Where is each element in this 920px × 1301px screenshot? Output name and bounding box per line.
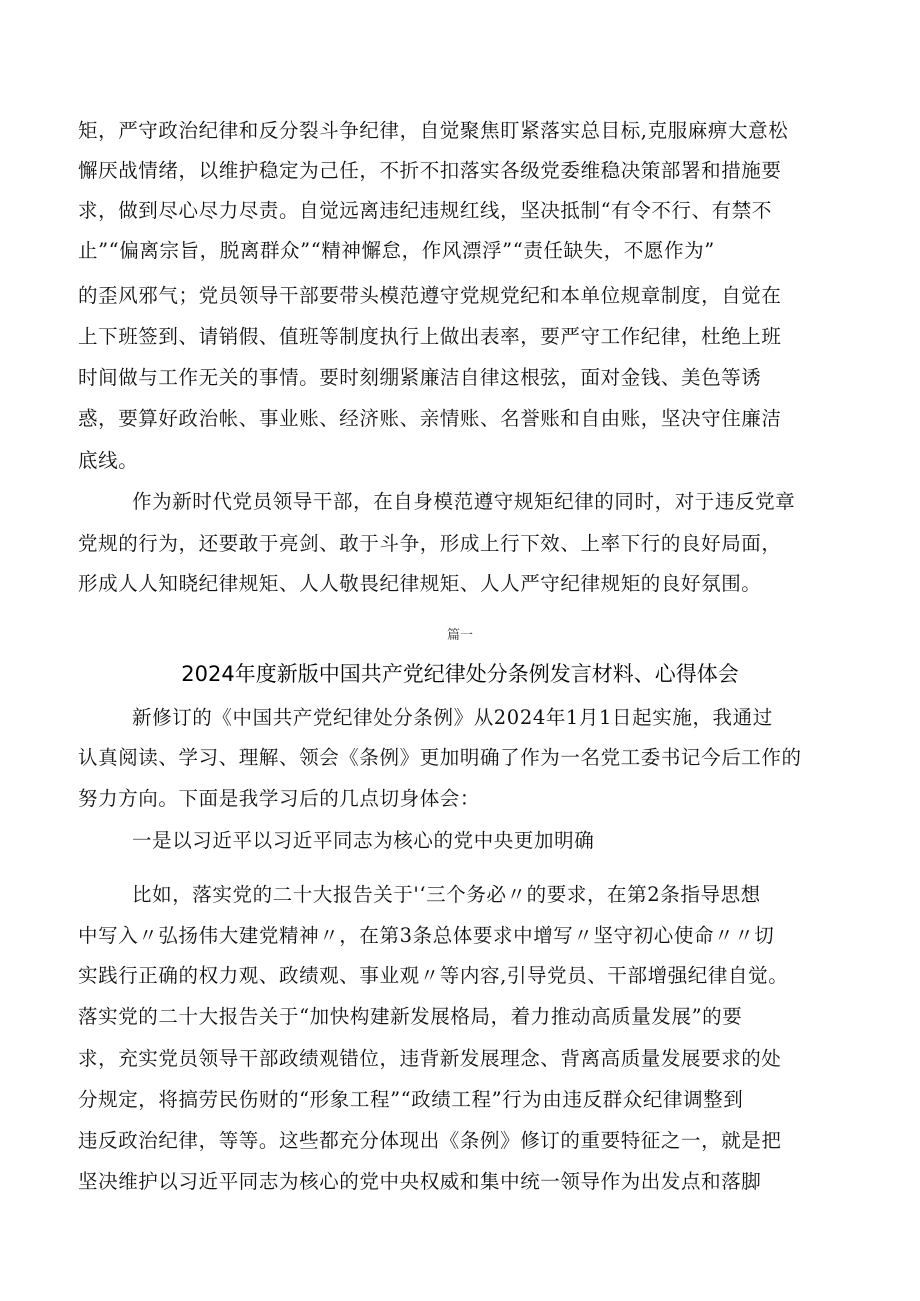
text-line: 止”“偏离宗旨，脱离群众”“精神懈怠，作风漂浮”“责任缺失，不愿作为” — [78, 239, 715, 262]
text-line: 作为新时代党员领导干部，在自身模范遵守规矩纪律的同时，对于违反党章 — [132, 490, 796, 513]
text-line: 中写入〃弘扬伟大建党精神〃，在第3条总体要求中增写〃坚守初心使命〃〃切 — [78, 924, 775, 947]
text-line: 求，做到尽心尽力尽责。自觉远离违纪违规红线，坚决抵制“有令不行、有禁不 — [78, 199, 772, 222]
text-line: 落实党的二十大报告关于“加快构建新发展格局，着力推动高质量发展”的要 — [78, 1005, 743, 1028]
page-title: 2024年度新版中国共产党纪律处分条例发言材料、心得体会 — [181, 662, 739, 686]
text-line: 违反政治纪律，等等。这些都充分体现出《条例》修订的重要特征之一，就是把 — [78, 1129, 782, 1152]
text-line: 实践行正确的权力观、政绩观、事业观〃等内容,引导党员、干部增强纪律自觉。 — [78, 964, 789, 987]
text-line: 矩，严守政治纪律和反分裂斗争纪律，自觉聚焦盯紧落实总目标,克服麻痹大意松 — [78, 119, 789, 142]
text-line: 新修订的《中国共产党纪律处分条例》从2024年1月1日起实施，我通过 — [132, 706, 773, 729]
text-line: 认真阅读、学习、理解、领会《条例》更加明确了作为一名党工委书记今后工作的 — [78, 746, 802, 769]
text-line: 时间做与工作无关的事情。要时刻绷紧廉洁自律这根弦，面对金钱、美色等诱 — [78, 366, 762, 389]
text-line: 惑，要算好政治帐、事业账、经济账、亲情账、名誉账和自由账，坚决守住廉洁 — [78, 407, 782, 430]
text-line: 求，充实党员领导干部政绩观错位，违背新发展理念、背离高质量发展要求的处 — [78, 1047, 782, 1070]
text-line: 努力方向。下面是我学习后的几点切身体会： — [78, 787, 481, 810]
text-line: 比如，落实党的二十大报告关于'‘三个务必〃的要求，在第2条指导思想 — [132, 883, 761, 906]
text-line: 党规的行为，还要敢于亮剑、敢于斗争，形成上行下效、上率下行的良好局面， — [78, 532, 782, 555]
text-line: 的歪风邪气；党员领导干部要带头模范遵守党规党纪和本单位规章制度，自觉在 — [78, 284, 782, 307]
text-line: 形成人人知晓纪律规矩、人人敬畏纪律规矩、人人严守纪律规矩的良好氛围。 — [78, 572, 762, 595]
text-line: 底线。 — [78, 449, 139, 472]
text-line: 懈厌战情绪，以维护稳定为己任，不折不扣落实各级党委维稳决策部署和措施要 — [78, 159, 782, 182]
text-line: 坚决维护以习近平同志为核心的党中央权威和集中统一领导作为出发点和落脚 — [78, 1170, 762, 1193]
point-heading: 一是以习近平以习近平同志为核心的党中央更加明确 — [132, 829, 595, 852]
text-line: 分规定，将搞劳民伤财的“形象工程”“政绩工程”行为由违反群众纪律调整到 — [78, 1088, 744, 1111]
section-marker: 篇一 — [446, 628, 473, 643]
text-line: 上下班签到、请销假、值班等制度执行上做出表率，要严守工作纪律，杜绝上班 — [78, 325, 782, 348]
